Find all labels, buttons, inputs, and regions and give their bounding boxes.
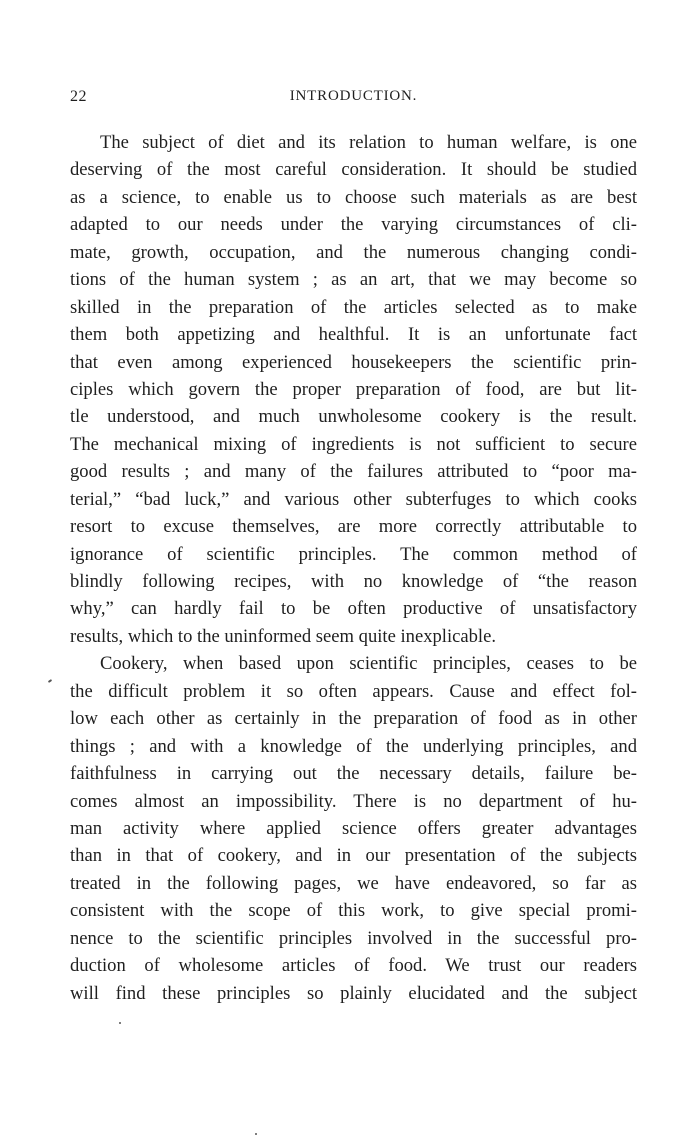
text-line: terial,” “bad luck,” and various other subterfuges to which cooks [70, 488, 637, 510]
text-line: than in that of cookery, and in our presentation of the subjects [70, 845, 637, 867]
text-line: treated in the following pages, we have endeavored, so far as [70, 872, 637, 894]
text-line: will find these principles so plainly elucidated and the subject [70, 982, 637, 1004]
paragraph [70, 129, 637, 650]
text-line: tle understood, and much unwholesome cookery is the result. [70, 406, 637, 428]
text-line: faithfulness in carrying out the necessary details, failure be- [70, 763, 637, 785]
text-line: results, which to the uninformed seem quite inexplicable. [70, 625, 496, 647]
text-line: blindly following recipes, with no knowledge of “the reason [70, 571, 637, 592]
text-line: good results ; and many of the failures attributed to “poor ma- [70, 461, 637, 483]
ink-speck [119, 1022, 121, 1024]
text-line: adapted to our needs under the varying circumstances of cli- [70, 214, 637, 236]
text-line: why,” can hardly fail to be often productive of unsatisfactory [70, 598, 637, 620]
text-line: that even among experienced housekeepers the scientific prin- [70, 351, 637, 373]
text-line: tions of the human system ; as an art, that we may become so [70, 269, 637, 291]
text-line: as a science, to enable us to choose such materials as are best [70, 186, 637, 208]
text-line: Cookery, when based upon scientific principles, ceases to be [100, 653, 637, 675]
text-line: ignorance of scientific principles. The common method of [70, 543, 637, 565]
text-line: consistent with the scope of this work, to give special promi- [70, 900, 637, 922]
page-number: 22 [70, 88, 87, 105]
text-line: skilled in the preparation of the articles selected as to make [70, 296, 637, 318]
ink-speck [255, 1133, 257, 1135]
text-line: man activity where applied science offers greater advantages [70, 817, 637, 839]
text-line: comes almost an impossibility. There is no department of hu- [70, 790, 637, 812]
text-line: ciples which govern the proper preparation of food, are but lit- [70, 378, 637, 400]
ink-speck [48, 679, 52, 683]
text-line: them both appetizing and healthful. It is an unfortunate fact [70, 324, 637, 346]
text-line: The subject of diet and its relation to human welfare, is one [100, 132, 637, 153]
text-line: resort to excuse themselves, are more correctly attributable to [70, 516, 637, 538]
text-line: low each other as certainly in the preparation of food as in other [70, 708, 637, 730]
page-header [70, 88, 637, 112]
text-line: deserving of the most careful consideration. It should be studied [70, 159, 637, 181]
body-text [70, 129, 637, 1007]
text-line: nence to the scientific principles involved in the successful pro- [70, 927, 637, 949]
text-line: mate, growth, occupation, and the numerous changing condi- [70, 241, 637, 263]
text-line: the difficult problem it so often appears. Cause and effect fol- [70, 680, 637, 702]
paragraph [70, 650, 637, 1007]
running-title: INTRODUCTION. [289, 88, 418, 104]
text-line: things ; and with a knowledge of the underlying principles, and [70, 735, 637, 757]
text-line: The mechanical mixing of ingredients is not sufficient to secure [70, 433, 637, 455]
text-line: duction of wholesome articles of food. We trust our readers [70, 955, 637, 977]
